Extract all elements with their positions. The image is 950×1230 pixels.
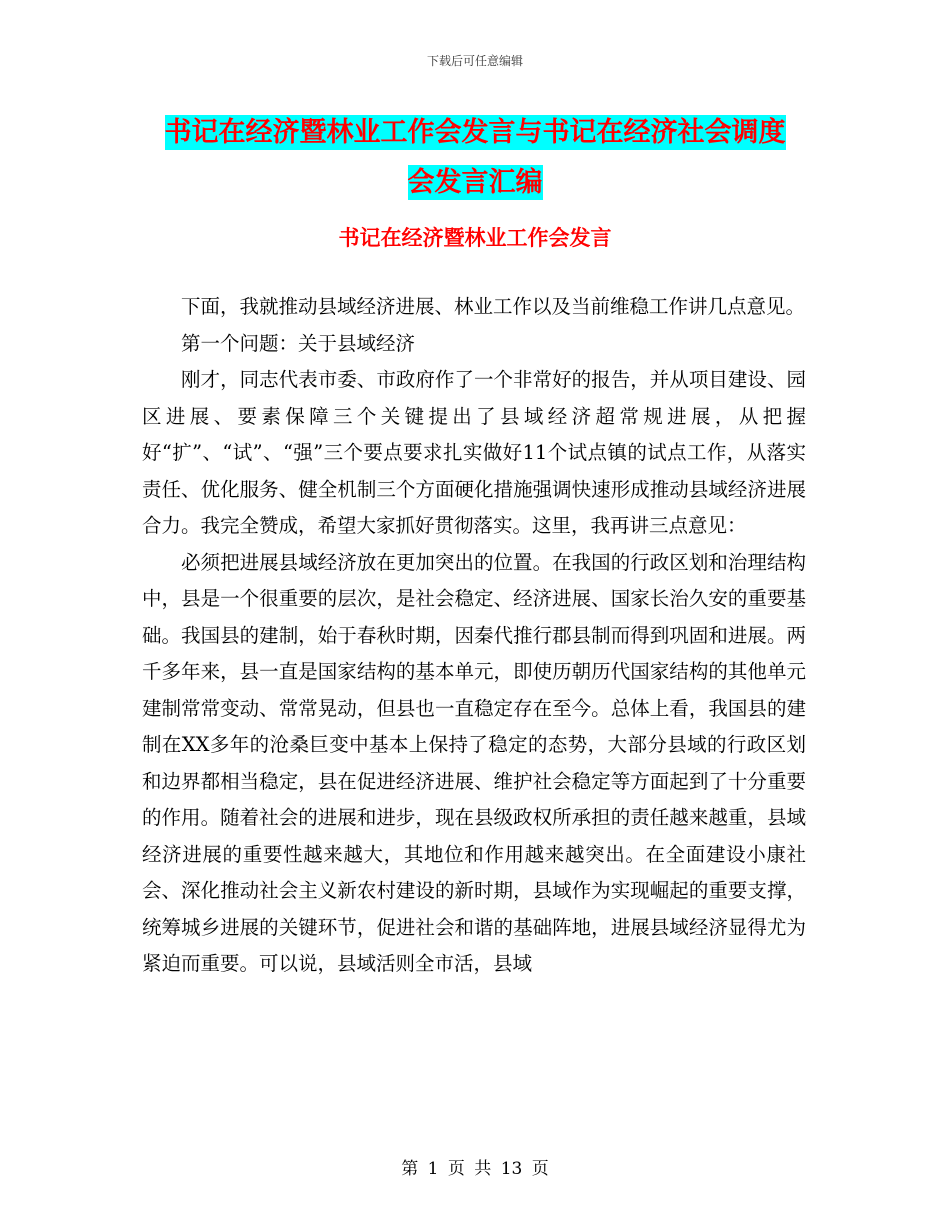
- paragraph-county-economy: 必须把进展县域经济放在更加突出的位置。在我国的行政区划和治理结构中，县是一个很重要的层次，是社会稳定、经济进展、国家长治久安的重要基础。我国县的建制，始于春秋时期，因秦代推行郡县制而得到巩固和进展。两千多年来，县一直是国家结构的基本单元，即使历朝历代国家结构的其他单元建制常常变动、常常晃动，但县也一直稳定存在至今。总体上看，我国县的建制在XX多年的沧桑巨变中基本上保持了稳定的态势，大部分县域的行政区划和边界都相当稳定，县在促进经济进展、维护社会稳定等方面起到了十分重要的作用。随着社会的进展和进步，现在县级政权所承担的责任越来越重，县域经济进展的重要性越来越大，其地位和作用越来越突出。在全面建设小康社会、深化推动社会主义新农村建设的新时期，县域作为实现崛起的重要支撑，统筹城乡进展的关键环节，促进社会和谐的基础阵地，进展县域经济显得尤为紧迫而重要。可以说，县域活则全市活，县域: [142, 550, 806, 975]
- section-title: 书记在经济暨林业工作会发言: [338, 225, 612, 250]
- document-title-line-1: 书记在经济暨林业工作会发言与书记在经济社会调度: [164, 117, 786, 148]
- document-title-line-2: 会发言汇编: [407, 167, 543, 198]
- paragraph-intro: 下面，我就推动县域经济进展、林业工作以及当前维稳工作讲几点意见。: [181, 295, 806, 318]
- document-title: [140, 108, 810, 208]
- paragraph-heading-first-issue: 第一个问题：关于县域经济: [181, 331, 416, 355]
- paragraph-report-summary: 刚才，同志代表市委、市政府作了一个非常好的报告，并从项目建设、园区进展、要素保障三个关键提出了县域经济超常规进展，从把握好“扩”、“试”、“强”三个要点要求扎实做好11个试点镇的试点工作，从落实责任、优化服务、健全机制三个方面硬化措施强调快速形成推动县域经济进展合力。我完全赞成，希望大家抓好贯彻落实。这里，我再讲三点意见：: [142, 368, 806, 537]
- page-footer: 第 1 页 共 13 页: [401, 1159, 549, 1179]
- document-body: [142, 289, 806, 983]
- page-header-note: 下载后可任意编辑: [426, 54, 523, 68]
